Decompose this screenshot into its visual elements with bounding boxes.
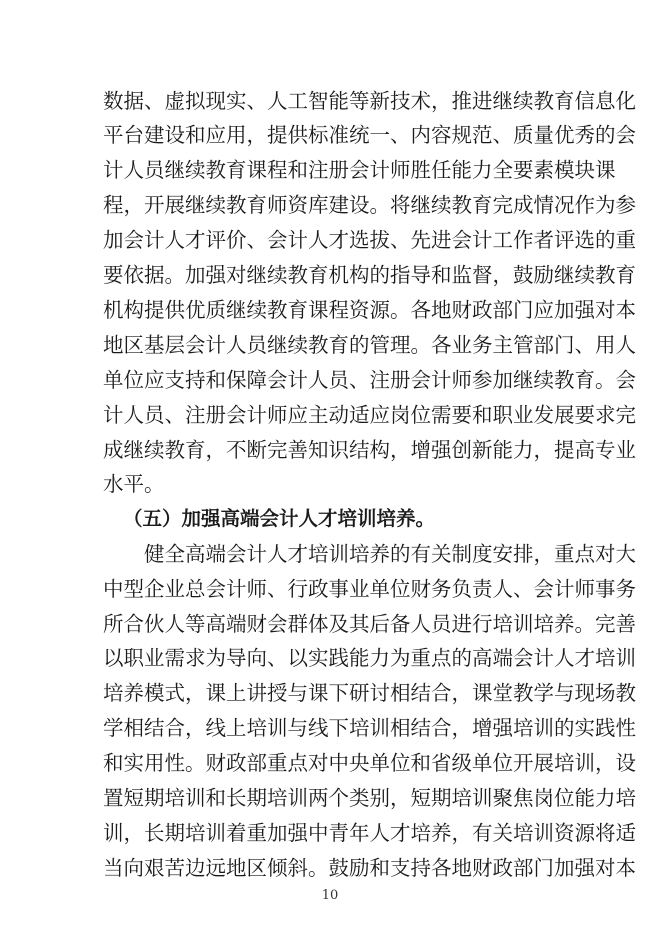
paragraph-line: 培养模式，课上讲授与课下研讨相结合，课堂教学与现场教 [103,681,636,705]
paragraph-line: 程，开展继续教育师资库建设。将继续教育完成情况作为参 [103,193,636,217]
section-heading: （五）加强高端会计人才培训培养。 [123,507,436,530]
paragraph-line: 学相结合，线上培训与线下培训相结合，增强培训的实践性 [103,716,636,740]
paragraph-line: 水平。 [103,472,165,496]
paragraph-line: 和实用性。财政部重点对中央单位和省级单位开展培训，设 [103,751,636,775]
paragraph-line: 成继续教育，不断完善知识结构，增强创新能力，提高专业 [103,438,636,462]
paragraph-line: 以职业需求为导向、以实践能力为重点的高端会计人才培训 [103,646,636,670]
paragraph-line: 中型企业总会计师、行政事业单位财务负责人、会计师事务 [103,577,636,601]
paragraph-line: 加会计人才评价、会计人才选拔、先进会计工作者评选的重 [103,228,636,252]
paragraph-line: 要依据。加强对继续教育机构的指导和监督，鼓励继续教育 [103,263,636,287]
paragraph-line: 机构提供优质继续教育课程资源。各地财政部门应加强对本 [103,298,636,322]
paragraph-line: 所合伙人等高端财会群体及其后备人员进行培训培养。完善 [103,612,636,636]
paragraph-line: 地区基层会计人员继续教育的管理。各业务主管部门、用人 [103,333,636,357]
paragraph-line: 当向艰苦边远地区倾斜。鼓励和支持各地财政部门加强对本 [103,856,636,880]
paragraph-line: 计人员、注册会计师应主动适应岗位需要和职业发展要求完 [103,403,636,427]
paragraph-line: 单位应支持和保障会计人员、注册会计师参加继续教育。会 [103,368,636,392]
page-number: 10 [321,888,339,903]
paragraph-line: 数据、虚拟现实、人工智能等新技术，推进继续教育信息化 [103,89,636,113]
paragraph-line: 健全高端会计人才培训培养的有关制度安排，重点对大 [103,542,636,566]
paragraph-line: 平台建设和应用，提供标准统一、内容规范、质量优秀的会 [103,123,636,147]
paragraph-line: 置短期培训和长期培训两个类别，短期培训聚焦岗位能力培 [103,786,636,810]
paragraph-line: 计人员继续教育课程和注册会计师胜任能力全要素模块课 [103,158,616,182]
paragraph-line: 训，长期培训着重加强中青年人才培养，有关培训资源将适 [103,821,636,845]
